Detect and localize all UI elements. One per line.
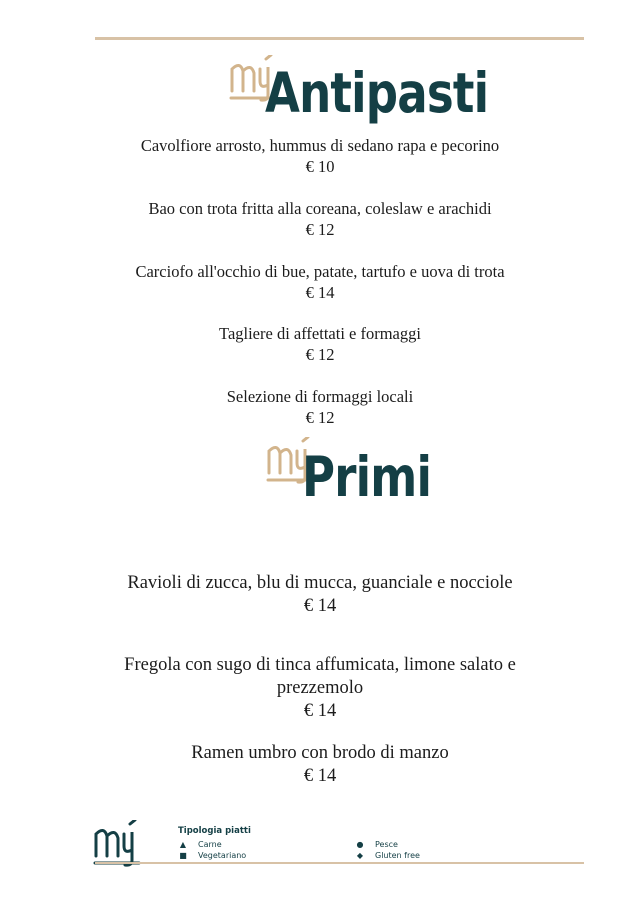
menu-item-name: Cavolfiore arrosto, hummus di sedano rapa e pecorino xyxy=(140,136,500,155)
section-header-antipasti xyxy=(0,55,640,125)
menu-item xyxy=(0,386,640,428)
menu-item xyxy=(0,261,640,303)
menu-item-price: € 14 xyxy=(303,701,337,721)
menu-item xyxy=(0,654,640,723)
circle-icon: ● xyxy=(356,840,364,849)
legend-label: Carne xyxy=(198,840,222,849)
top-divider xyxy=(95,37,584,40)
legend-label: Pesce xyxy=(375,840,398,849)
menu-item-name: Selezione di formaggi locali xyxy=(226,387,414,406)
menu-item-price: € 12 xyxy=(305,408,335,427)
menu-item-name: Carciofo all'occhio di bue, patate, tartufo e uova di trota xyxy=(135,262,505,281)
legend-entry-pesce xyxy=(355,840,398,849)
legend-label: Vegetariano xyxy=(198,851,247,860)
legend-entry-carne xyxy=(178,840,222,849)
menu-item-name-line2: prezzemolo xyxy=(276,678,364,698)
legend-label: Gluten free xyxy=(375,851,420,860)
menu-item xyxy=(0,323,640,365)
menu-item-name: Ravioli di zucca, blu di mucca, guanciale e nocciole xyxy=(127,573,513,593)
section-header-primi xyxy=(0,437,640,507)
menu-item-name: Ramen umbro con brodo di manzo xyxy=(191,743,449,763)
menu-item xyxy=(0,742,640,788)
legend-entry-gluten-free xyxy=(355,851,420,860)
menu-item xyxy=(0,135,640,177)
menu-item-price: € 14 xyxy=(303,766,337,786)
brand-logo-icon xyxy=(93,820,141,868)
diamond-icon: ◆ xyxy=(356,851,364,860)
menu-item-price: € 10 xyxy=(305,157,335,176)
triangle-icon: ▲ xyxy=(179,840,187,849)
menu-item-price: € 12 xyxy=(305,345,335,364)
menu-item-price: € 12 xyxy=(305,220,335,239)
menu-item-name: Bao con trota fritta alla coreana, coleslaw e arachidi xyxy=(148,199,492,218)
menu-item-price: € 14 xyxy=(305,283,335,302)
legend-title: Tipologia piatti xyxy=(178,826,251,836)
menu-item-name: Tagliere di affettati e formaggi xyxy=(219,324,421,343)
legend-entry-vegetariano xyxy=(178,851,246,860)
menu-item-price: € 14 xyxy=(303,596,337,616)
section-title-antipasti: Antipasti xyxy=(265,61,489,125)
menu-item xyxy=(0,572,640,618)
menu-item xyxy=(0,198,640,240)
square-icon: ■ xyxy=(179,851,187,860)
section-title-primi: Primi xyxy=(302,445,432,509)
menu-item-name-line1: Fregola con sugo di tinca affumicata, limone salato e xyxy=(124,655,516,675)
bottom-divider xyxy=(95,862,584,864)
